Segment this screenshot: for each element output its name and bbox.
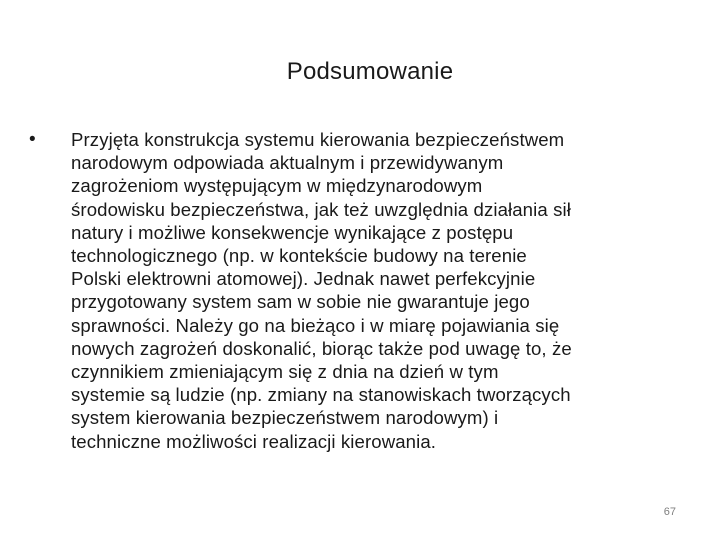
slide-content <box>27 128 687 453</box>
bullet-line: nowych zagrożeń doskonalić, biorąc także pod uwagę to, że <box>71 337 572 359</box>
bullet-line: środowisku bezpieczeństwa, jak też uwzględnia działania sił <box>71 198 571 220</box>
slide-title: Podsumowanie <box>286 58 454 85</box>
bullet-line: natury i możliwe konsekwencje wynikające z postępu <box>71 221 514 243</box>
bullet-line: przygotowany system sam w sobie nie gwarantuje jego <box>71 291 530 313</box>
bullet-line: Przyjęta konstrukcja systemu kierowania bezpieczeństwem <box>71 129 565 150</box>
bullet-item <box>27 128 687 453</box>
page-number: 67 <box>663 506 676 518</box>
bullet-dot-icon: • <box>29 129 36 150</box>
bullet-line: techniczne możliwości realizacji kierowania. <box>71 430 437 452</box>
bullet-line: systemie są ludzie (np. zmiany na stanowiskach tworzących <box>71 384 571 406</box>
bullet-line: zagrożeniom występującym w międzynarodowym <box>71 175 483 197</box>
bullet-line: Polski elektrowni atomowej). Jednak nawet perfekcyjnie <box>71 268 536 290</box>
bullet-line: sprawności. Należy go na bieżąco i w miarę pojawiania się <box>71 314 560 336</box>
bullet-line: technologicznego (np. w kontekście budowy na terenie <box>71 245 527 267</box>
bullet-line: czynnikiem zmieniającym się z dnia na dzień w tym <box>71 361 499 383</box>
bullet-line: narodowym odpowiada aktualnym i przewidywanym <box>71 152 504 174</box>
bullet-text <box>71 128 687 453</box>
bullet-line: system kierowania bezpieczeństwem narodowym) i <box>71 407 499 429</box>
